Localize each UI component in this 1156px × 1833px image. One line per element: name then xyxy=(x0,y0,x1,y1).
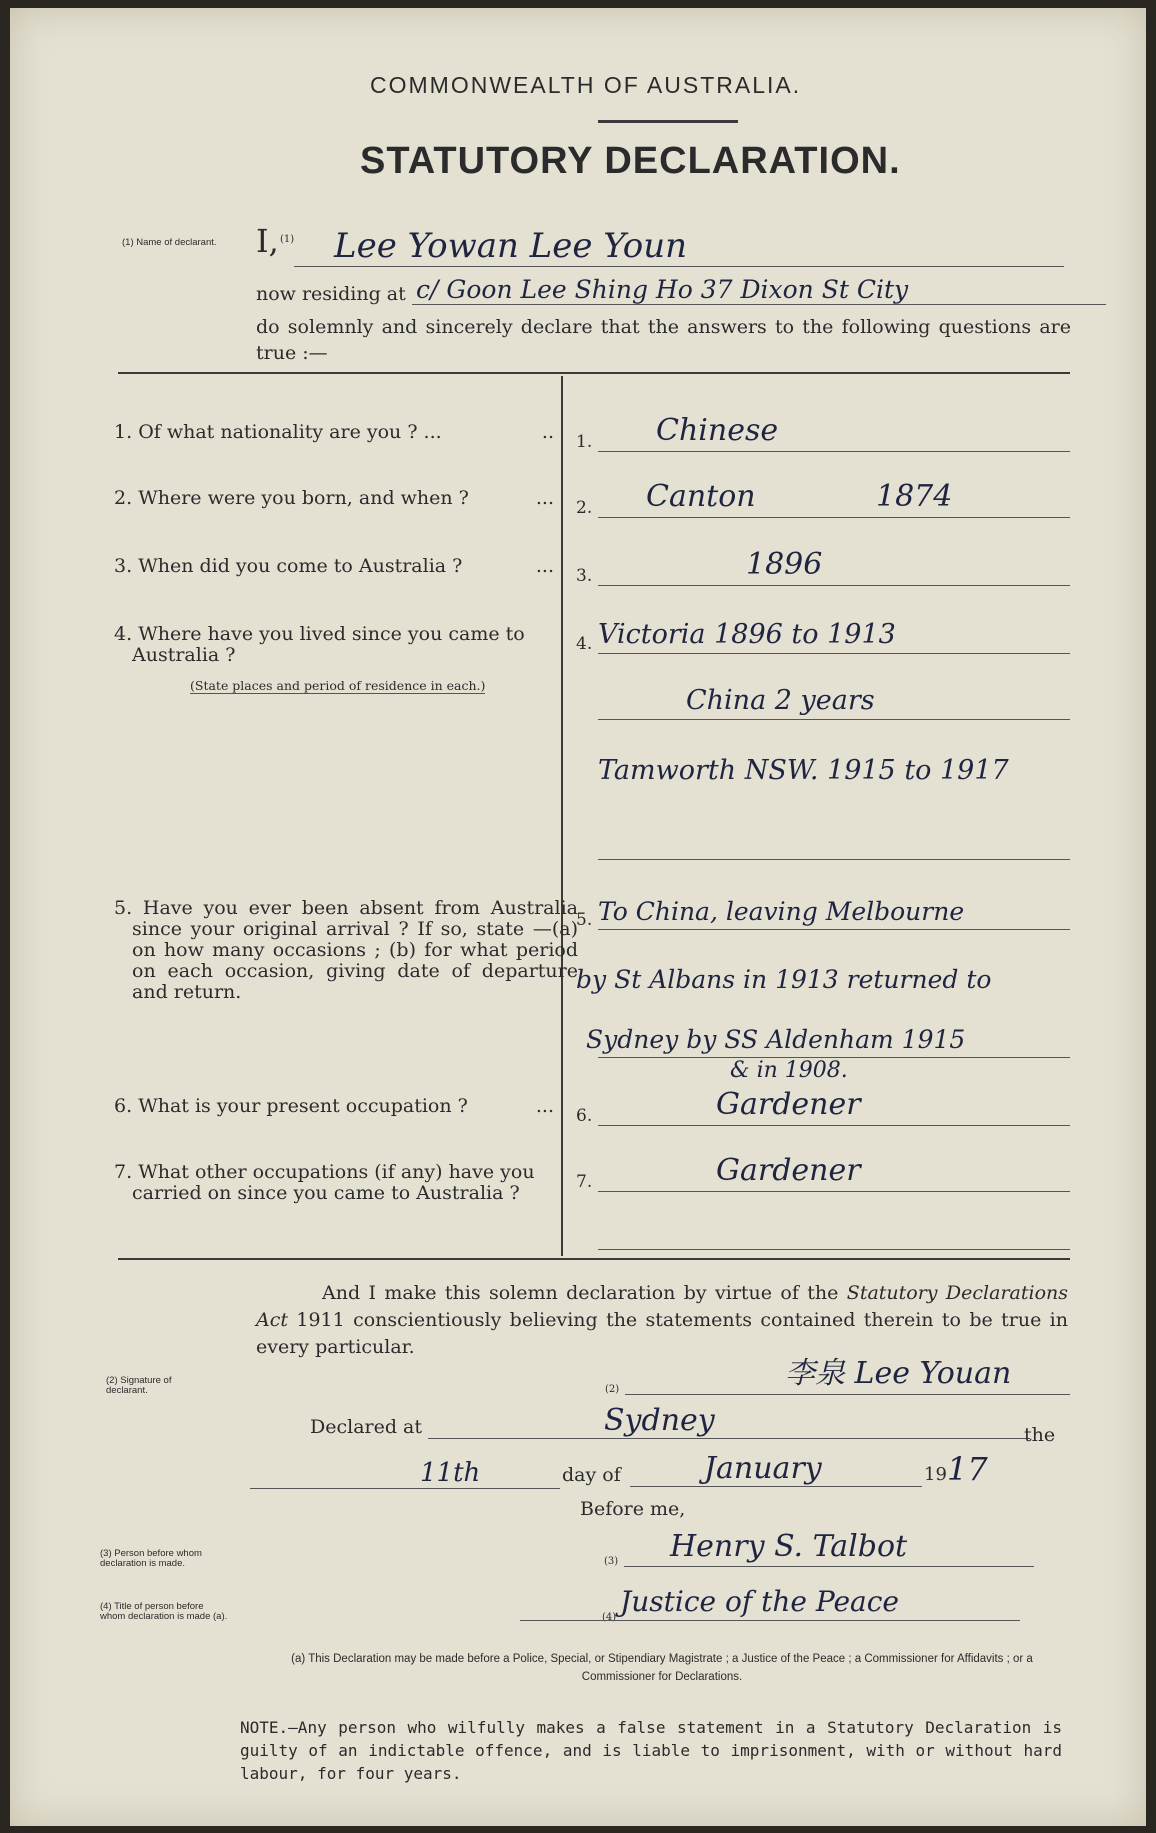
witness-name: Henry S. Talbot xyxy=(670,1529,908,1564)
declarant-signature: 李泉 Lee Youan xyxy=(785,1356,1012,1391)
margin-note-person: (3) Person before whom declaration is made. xyxy=(100,1548,202,1569)
declaration-form xyxy=(10,8,1146,1826)
answer-5-line-4: & in 1908. xyxy=(730,1058,848,1083)
declared-at-line xyxy=(428,1403,1030,1439)
answer-4-line-3: Tamworth NSW. 1915 to 1917 xyxy=(598,755,1009,786)
residing-label: now residing at xyxy=(256,283,406,305)
marker-2: (2) xyxy=(605,1384,620,1395)
question-1: 1. Of what nationality are you ? ... .. xyxy=(114,421,554,443)
question-4: 4. Where have you lived since you came to Australia ? xyxy=(114,623,525,666)
marker-4: (4) xyxy=(602,1612,617,1623)
declare-text: do solemnly and sincerely declare that the answers to the following questions are true :— xyxy=(256,316,1071,364)
i-label: I, xyxy=(256,222,279,260)
answer-4-line-2: China 2 years xyxy=(576,688,1070,722)
page-title: STATUTORY DECLARATION. xyxy=(360,140,901,182)
answer-4-line-4 xyxy=(576,828,1070,862)
margin-note-title: (4) Title of person before whom declaration is made (a). xyxy=(100,1601,228,1622)
question-2: 2. Where were you born, and when ? ... xyxy=(114,487,554,509)
answer-1: 1. Chinese xyxy=(576,420,1070,454)
name-line xyxy=(294,226,1064,267)
table-top-rule xyxy=(118,372,1070,374)
table-column-divider xyxy=(561,376,563,1256)
witness-title-line xyxy=(520,1584,1020,1621)
table-bottom-rule xyxy=(118,1258,1070,1260)
year-suffix: 17 xyxy=(947,1450,988,1488)
footnote-a: (a) This Declaration may be made before a Police, Special, or Stipendiary Magistrate ; a Justice of the Peace ; a Commissioner for Affidavits ; or a Commissioner for Declarations. xyxy=(291,1653,1033,1683)
answer-7-line-2 xyxy=(576,1218,1070,1252)
header-divider xyxy=(598,120,738,123)
declaration-text: And I make this solemn declaration by virtue of the Statutory Declarations Act 1911 conscientiously believing the statements contained therein to be true in every particular. xyxy=(256,1282,1068,1358)
year-prefix: 19 xyxy=(924,1464,947,1485)
answer-3: 3. 1896 xyxy=(576,554,1070,588)
answer-5: 5. To China, leaving Melbourne xyxy=(576,898,1070,932)
witness-line xyxy=(624,1530,1034,1567)
question-4-sub: (State places and period of residence in each.) xyxy=(190,678,486,693)
answer-5-line-2: by St Albans in 1913 returned to xyxy=(576,965,992,994)
question-6: 6. What is your present occupation ? ... xyxy=(114,1095,554,1117)
answer-4: 4. Victoria 1896 to 1913 xyxy=(576,622,1070,656)
residence-value: c/ Goon Lee Shing Ho 37 Dixon St City xyxy=(416,275,909,304)
margin-note-signature: (2) Signature of declarant. xyxy=(106,1375,172,1396)
marker-1: (1) xyxy=(280,234,295,245)
witness-title: Justice of the Peace xyxy=(620,1585,899,1618)
note-text: —Any person who wilfully makes a false statement in a Statutory Declaration is guilty of an indictable offence, and is liable to imprisonment, with or without hard labour, for four years. xyxy=(240,1718,1062,1783)
signature-line xyxy=(625,1358,1070,1395)
header-country: COMMONWEALTH OF AUSTRALIA. xyxy=(370,72,802,98)
answer-2: 2. Canton 1874 xyxy=(576,486,1070,520)
marker-3: (3) xyxy=(604,1556,619,1567)
question-5: 5. Have you ever been absent from Australia since your original arrival ? If so, state —(a) on how many occasions ; (b) for what period on each occasion, giving date of departure and return. xyxy=(114,897,578,1003)
declarant-name: Lee Yowan Lee Youn xyxy=(334,226,688,266)
day-line xyxy=(250,1456,560,1489)
month-line xyxy=(630,1451,922,1487)
answer-6: 6. Gardener xyxy=(576,1094,1070,1128)
month-value: January xyxy=(704,1451,822,1486)
day-value: 11th xyxy=(420,1458,481,1488)
residence-line xyxy=(412,274,1106,305)
question-7: 7. What other occupations (if any) have you carried on since you came to Australia ? xyxy=(114,1161,535,1204)
question-3: 3. When did you come to Australia ? ... xyxy=(114,555,554,577)
note-label: NOTE. xyxy=(240,1718,289,1737)
answer-5-line-3: Sydney by SS Aldenham 1915 xyxy=(576,1026,1070,1060)
declared-at-value: Sydney xyxy=(604,1403,715,1438)
before-me-label: Before me, xyxy=(580,1498,686,1520)
footnote-note xyxy=(240,1716,1062,1785)
day-of-label: day of xyxy=(562,1464,621,1486)
the-label: the xyxy=(1024,1424,1056,1446)
answer-7: 7. Gardener xyxy=(576,1160,1070,1194)
margin-note-name: (1) Name of declarant. xyxy=(122,237,217,248)
declared-at-label: Declared at xyxy=(310,1416,423,1438)
